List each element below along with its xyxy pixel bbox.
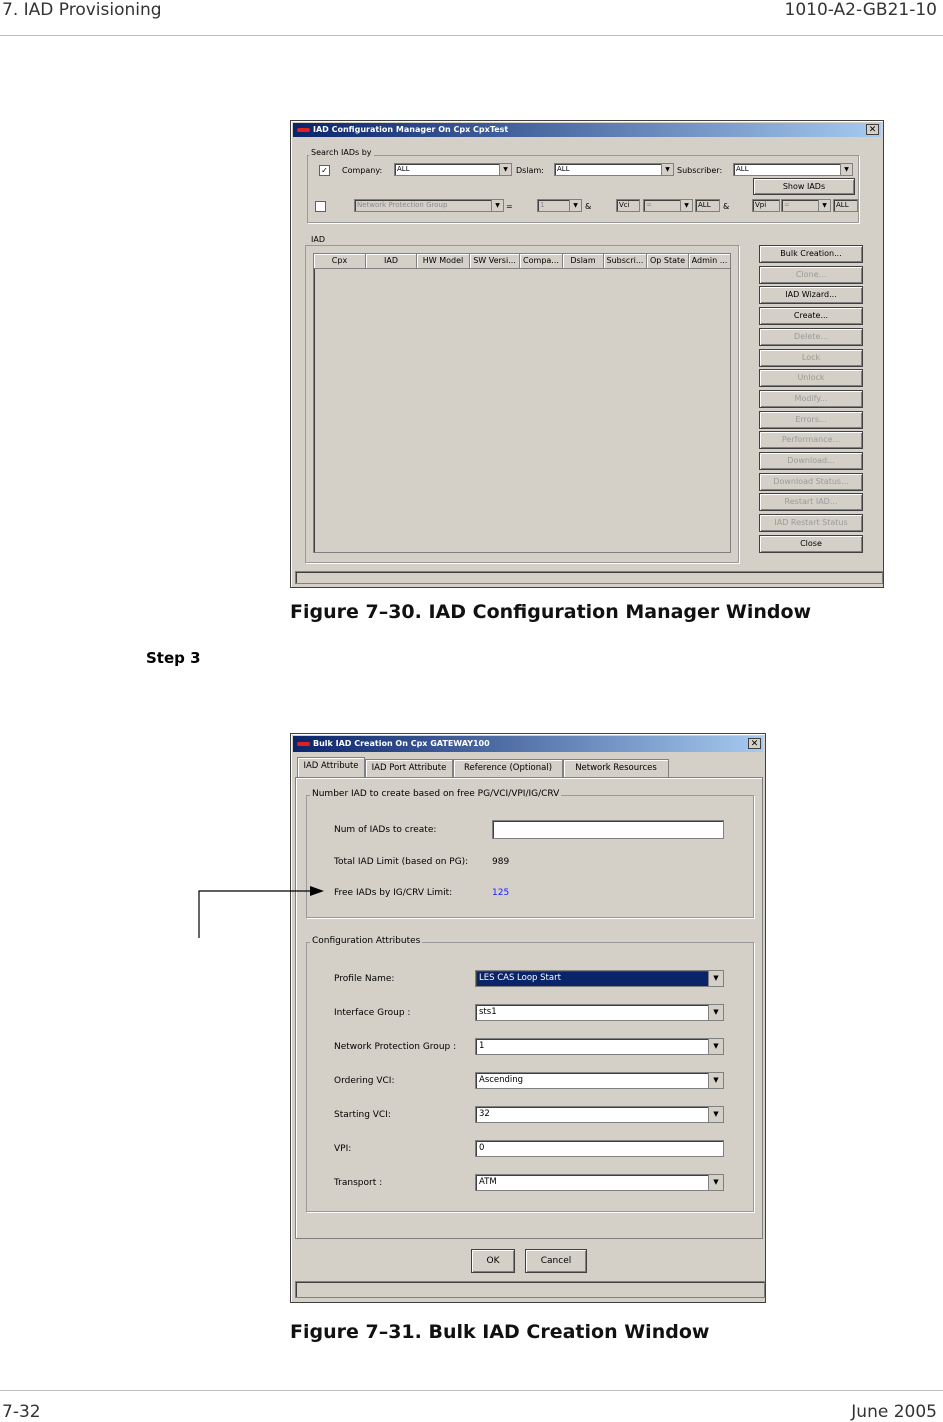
- column-header[interactable]: SW Versi...: [470, 254, 520, 269]
- chevron-down-icon: ▼: [708, 1005, 723, 1020]
- footer-rule: [0, 1390, 943, 1391]
- column-header[interactable]: Op State: [647, 254, 689, 269]
- action-button[interactable]: Create...: [759, 307, 863, 325]
- vci-field: Vci: [616, 199, 640, 212]
- action-button[interactable]: IAD Wizard...: [759, 286, 863, 304]
- column-header[interactable]: Cpx: [314, 254, 366, 269]
- free-iads-value: 125: [492, 888, 510, 898]
- action-button[interactable]: IAD Restart Status: [759, 514, 863, 532]
- chevron-down-icon: ▼: [661, 164, 673, 175]
- action-button[interactable]: Modify...: [759, 390, 863, 408]
- column-header[interactable]: Subscri...: [604, 254, 647, 269]
- interface-group-label: Interface Group :: [334, 1008, 411, 1018]
- column-header[interactable]: Dslam: [563, 254, 604, 269]
- arrow-right-icon: [194, 880, 334, 940]
- chevron-down-icon: ▼: [499, 164, 511, 175]
- company-checkbox[interactable]: ✓: [319, 165, 330, 176]
- npg-value-select[interactable]: 1 ▼: [537, 199, 582, 212]
- status-bar: [295, 1281, 765, 1298]
- action-button[interactable]: Download...: [759, 452, 863, 470]
- dslam-label: Dslam:: [516, 166, 544, 175]
- npg-checkbox[interactable]: [315, 201, 326, 212]
- chevron-down-icon: ▼: [708, 1073, 723, 1088]
- status-bar: [295, 571, 883, 584]
- vci-operator-select[interactable]: = ▼: [643, 199, 693, 212]
- tab-iad-attribute[interactable]: IAD Attribute: [297, 757, 365, 777]
- chevron-down-icon: ▼: [680, 200, 692, 211]
- transport-select[interactable]: ATM ▼: [475, 1174, 724, 1191]
- chevron-down-icon: ▼: [708, 1175, 723, 1190]
- window-title-bar: [293, 736, 763, 752]
- starting-vci-label: Starting VCI:: [334, 1110, 391, 1120]
- chevron-down-icon: ▼: [818, 200, 830, 211]
- vpi-field: Vpi: [752, 199, 780, 212]
- tab-panel: [295, 777, 763, 1239]
- column-header[interactable]: Compa...: [520, 254, 563, 269]
- column-header[interactable]: HW Model: [417, 254, 470, 269]
- vci-value-field[interactable]: ALL: [695, 199, 720, 212]
- action-button[interactable]: Performance...: [759, 431, 863, 449]
- iad-table[interactable]: [313, 253, 731, 553]
- free-iads-label: Free IADs by IG/CRV Limit:: [334, 888, 453, 898]
- chevron-down-icon: ▼: [708, 1039, 723, 1054]
- equals-label: =: [506, 202, 513, 211]
- action-button[interactable]: Clone...: [759, 266, 863, 284]
- vpi-label: VPI:: [334, 1144, 352, 1154]
- company-label: Company:: [342, 166, 383, 175]
- total-iad-limit-label: Total IAD Limit (based on PG):: [334, 857, 469, 867]
- starting-vci-select[interactable]: 32 ▼: [475, 1106, 724, 1123]
- action-button[interactable]: Delete...: [759, 328, 863, 346]
- chevron-down-icon: ▼: [708, 971, 723, 986]
- interface-group-select[interactable]: sts1 ▼: [475, 1004, 724, 1021]
- npg-select[interactable]: Network Protection Group ▼: [354, 199, 504, 212]
- tab-strip: [297, 759, 677, 778]
- tab-network-resources[interactable]: Network Resources: [563, 759, 669, 777]
- action-button[interactable]: Close: [759, 535, 863, 553]
- number-iad-group-label: Number IAD to create based on free PG/VCI/VPI/IG/CRV: [312, 789, 560, 799]
- profile-name-select[interactable]: LES CAS Loop Start ▼: [475, 970, 724, 987]
- npg-select[interactable]: 1 ▼: [475, 1038, 724, 1055]
- iad-config-manager-window: [290, 120, 884, 588]
- total-iad-limit-value: 989: [492, 857, 510, 867]
- column-header[interactable]: IAD: [366, 254, 417, 269]
- action-button[interactable]: Unlock: [759, 369, 863, 387]
- num-iads-input[interactable]: [492, 820, 724, 839]
- page-footer-right: June 2005: [851, 1402, 937, 1422]
- chevron-down-icon: ▼: [840, 164, 852, 175]
- show-iads-button[interactable]: Show IADs: [753, 178, 855, 195]
- tab-reference-optional[interactable]: Reference (Optional): [453, 759, 563, 777]
- window-title: IAD Configuration Manager On Cpx CpxTest: [313, 125, 509, 134]
- app-logo-icon: [297, 128, 310, 132]
- transport-label: Transport :: [334, 1178, 383, 1188]
- figure-caption-1: Figure 7–30. IAD Configuration Manager Window: [290, 601, 812, 623]
- dslam-select[interactable]: ALL ▼: [554, 163, 674, 176]
- bulk-iad-creation-window: [290, 733, 766, 1303]
- npg-label: Network Protection Group :: [334, 1042, 457, 1052]
- ordering-vci-label: Ordering VCI:: [334, 1076, 395, 1086]
- action-button[interactable]: Bulk Creation...: [759, 245, 863, 263]
- page-header-right: 1010-A2-GB21-10: [784, 0, 937, 20]
- configuration-attributes-label: Configuration Attributes: [312, 936, 421, 946]
- tab-iad-port-attribute[interactable]: IAD Port Attribute: [365, 759, 453, 777]
- ordering-vci-select[interactable]: Ascending ▼: [475, 1072, 724, 1089]
- window-title: Bulk IAD Creation On Cpx GATEWAY100: [313, 739, 490, 748]
- action-button[interactable]: Download Status...: [759, 473, 863, 491]
- action-button[interactable]: Errors...: [759, 411, 863, 429]
- vpi-input[interactable]: 0: [475, 1140, 724, 1157]
- ok-button[interactable]: OK: [471, 1249, 515, 1273]
- chevron-down-icon: ▼: [491, 200, 503, 211]
- and-label: &: [585, 202, 592, 211]
- company-select[interactable]: ALL ▼: [394, 163, 512, 176]
- page-header-left: 7. IAD Provisioning: [2, 0, 162, 20]
- step-label: Step 3: [146, 649, 201, 667]
- subscriber-label: Subscriber:: [677, 166, 723, 175]
- cancel-button[interactable]: Cancel: [525, 1249, 587, 1273]
- action-button[interactable]: Restart IAD...: [759, 493, 863, 511]
- column-header[interactable]: Admin ...: [689, 254, 731, 269]
- window-title-bar: [293, 123, 881, 137]
- app-logo-icon: [297, 742, 310, 746]
- and-label-2: &: [723, 202, 730, 211]
- profile-name-label: Profile Name:: [334, 974, 395, 984]
- close-icon[interactable]: ✕: [748, 738, 761, 749]
- chevron-down-icon: ▼: [708, 1107, 723, 1122]
- subscriber-select[interactable]: ALL ▼: [733, 163, 853, 176]
- figure-caption-2: Figure 7–31. Bulk IAD Creation Window: [290, 1321, 710, 1343]
- search-group-label: Search IADs by: [311, 148, 372, 157]
- close-icon[interactable]: ✕: [866, 124, 879, 135]
- vpi-value-field[interactable]: ALL: [833, 199, 858, 212]
- iad-group-label: IAD: [311, 235, 325, 244]
- header-rule: [0, 35, 943, 36]
- page-footer-left: 7-32: [2, 1402, 41, 1422]
- chevron-down-icon: ▼: [569, 200, 581, 211]
- num-iads-label: Num of IADs to create:: [334, 825, 437, 835]
- action-button[interactable]: Lock: [759, 349, 863, 367]
- vpi-operator-select[interactable]: = ▼: [781, 199, 831, 212]
